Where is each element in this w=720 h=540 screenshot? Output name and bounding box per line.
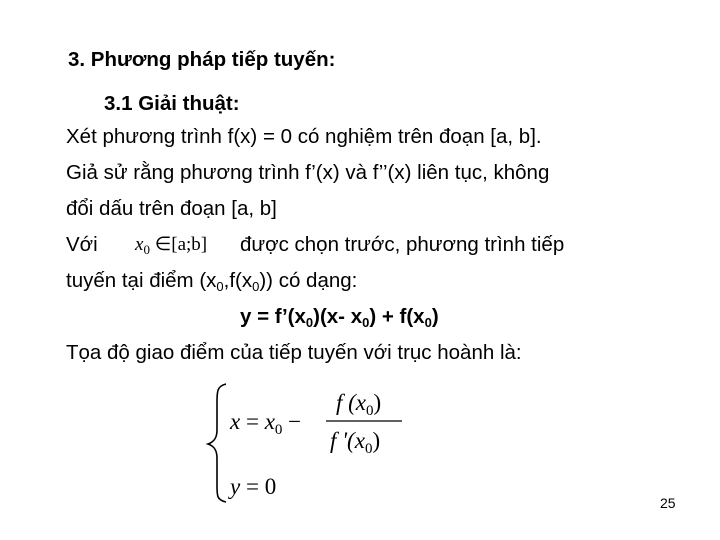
eq1-minus: − (288, 409, 302, 434)
subsection-heading: 3.1 Giải thuật: (104, 92, 240, 115)
equation-system (204, 380, 424, 505)
inline-math-element-of: ∈ (154, 234, 172, 255)
paragraph-line-2: Giả sử rằng phương trình f’(x) và f’’(x) liên tục, không (66, 161, 550, 184)
tangent-eq-part2: )(x- x (313, 305, 363, 328)
line4-prefix: Với (66, 233, 98, 256)
inline-math-var: x (135, 234, 144, 255)
eq1-num-sub: 0 (366, 403, 374, 419)
line5-sub2: 0 (252, 279, 260, 294)
line4-suffix: được chọn trước, phương trình tiếp (240, 233, 565, 256)
eq1-num-end: ) (373, 390, 382, 415)
tangent-eq-part1: y = f’(x (240, 305, 306, 328)
eq1-num: f (x (336, 390, 367, 415)
line5-part1: tuyến tại điểm (x (66, 269, 217, 292)
eq2-zero: 0 (264, 474, 277, 499)
tangent-eq-sub2: 0 (362, 315, 370, 330)
eq1-lhs (230, 409, 302, 438)
paragraph-line-5 (66, 268, 357, 294)
inline-math-x0-in-ab (135, 232, 207, 258)
page-number: 25 (660, 495, 676, 511)
section-heading: 3. Phương pháp tiếp tuyến: (68, 48, 336, 71)
tangent-eq-sub1: 0 (305, 315, 314, 330)
eq1-den-end: ) (372, 428, 381, 453)
eq2 (230, 474, 276, 500)
inline-math-interval: [a;b] (171, 234, 208, 255)
eq1-x0: x (264, 409, 275, 434)
paragraph-line-3: đổi dấu trên đoạn [a, b] (66, 197, 277, 220)
intersection-sentence: Tọa độ giao điểm của tiếp tuyến với trục hoành là: (66, 341, 522, 364)
eq1-equals: = (245, 409, 259, 434)
tangent-equation (240, 304, 439, 330)
inline-math-sub: 0 (143, 242, 150, 257)
tangent-eq-sub3: 0 (424, 315, 432, 330)
line5-part3: )) có dạng: (259, 269, 358, 292)
line5-part2: ,f(x (223, 269, 253, 292)
eq2-equals: = (245, 474, 259, 499)
eq2-y: y (230, 474, 241, 499)
tangent-eq-part3: ) + f(x (369, 305, 425, 328)
eq1-numerator (336, 390, 382, 419)
eq1-den: f '(x (330, 428, 365, 453)
eq1-x: x (230, 409, 241, 434)
paragraph-line-1: Xét phương trình f(x) = 0 có nghiệm trên đoạn [a, b]. (66, 125, 542, 148)
eq1-denominator (330, 428, 381, 457)
line5-sub1: 0 (216, 279, 224, 294)
eq1-den-sub: 0 (364, 441, 373, 457)
eq1-x0-sub: 0 (274, 422, 283, 438)
tangent-eq-part4: ) (431, 305, 439, 328)
